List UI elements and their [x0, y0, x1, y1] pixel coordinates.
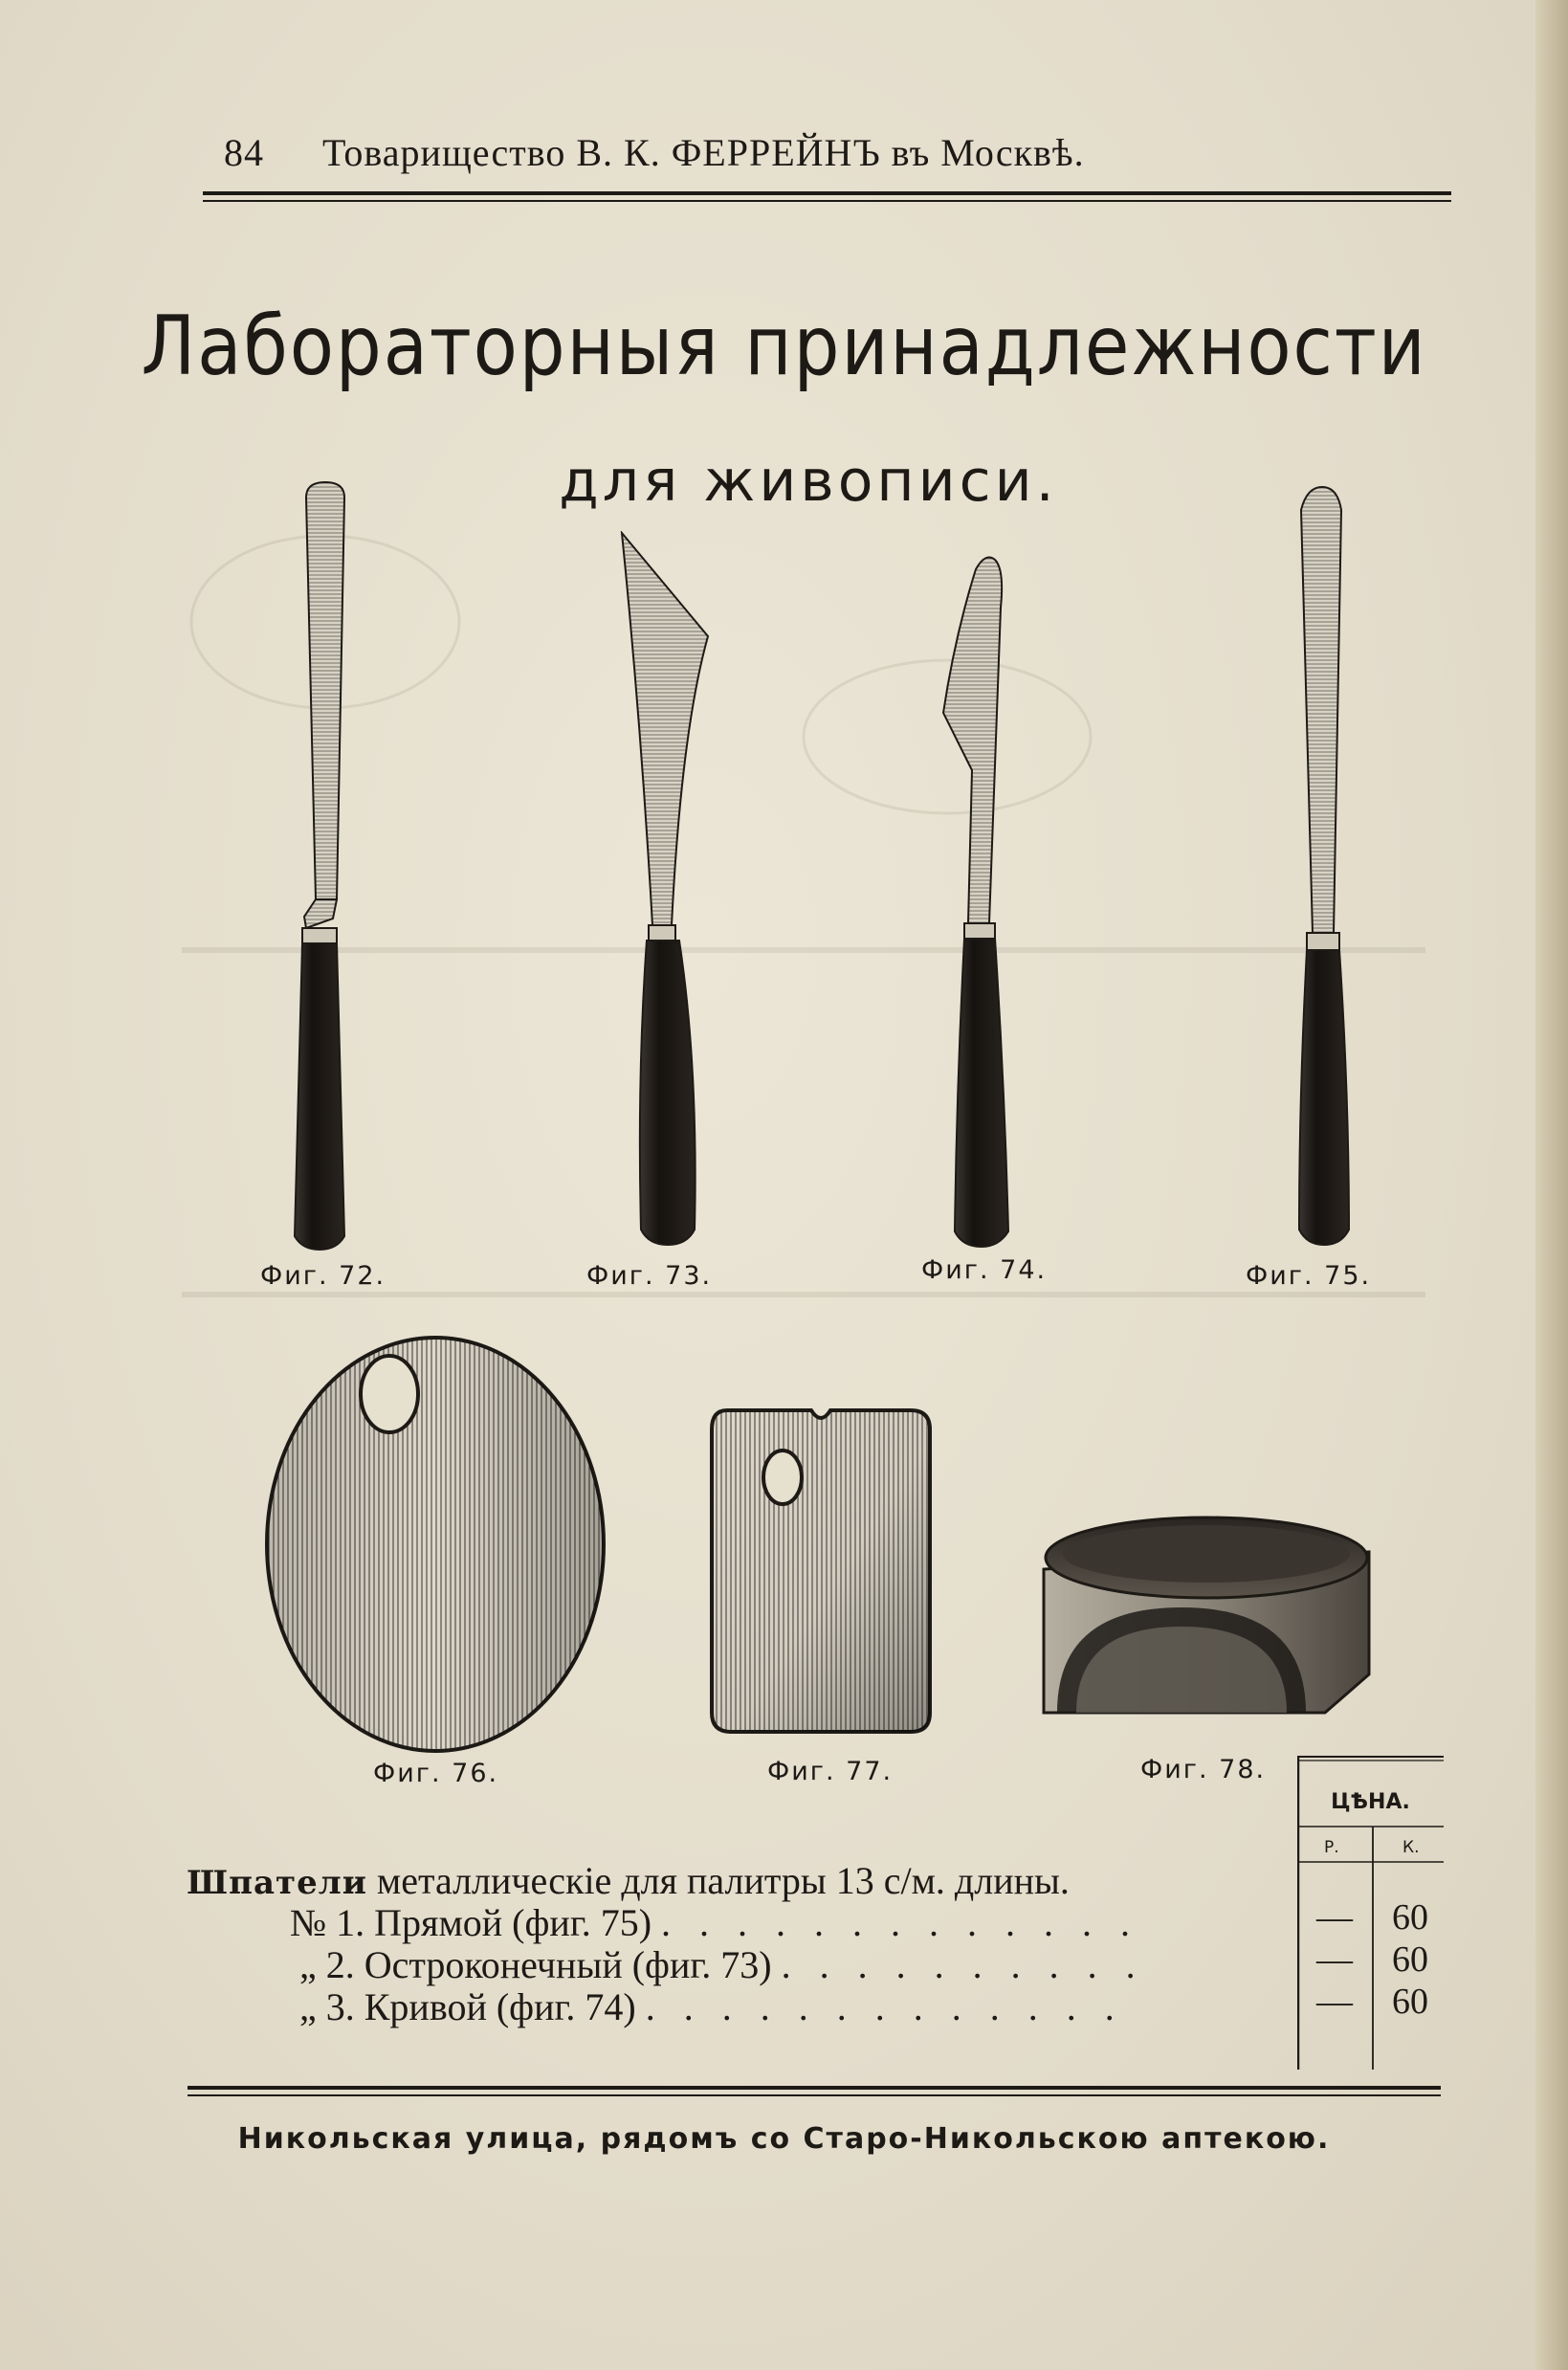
figure-caption-75: Фиг. 75.: [1246, 1261, 1372, 1291]
footer-rule-thick: [188, 2086, 1441, 2090]
palette-knife-offset-icon: [277, 478, 373, 1253]
item-label: „ 2. Остроконечный (фиг. 73): [299, 1943, 772, 1986]
price-rubles: —: [1316, 1939, 1353, 1980]
footer-address: Никольская улица, рядомъ со Старо-Никольскою аптекою.: [237, 2122, 1331, 2156]
page-number: 84: [224, 131, 264, 174]
product-heading: [187, 1860, 1070, 1904]
price-rubles: —: [1316, 1897, 1353, 1938]
palette-cup-icon: [1038, 1512, 1373, 1732]
price-header: ЦѢНА.: [1331, 1790, 1410, 1814]
page-subtitle: для живописи.: [559, 448, 1058, 515]
item-label: № 1. Прямой (фиг. 75): [290, 1901, 652, 1944]
figure-caption-72: Фиг. 72.: [260, 1261, 386, 1291]
figure-caption-78: Фиг. 78.: [1140, 1755, 1267, 1784]
price-kopecks: 60: [1392, 1939, 1428, 1980]
page-title: Лабораторныя принадлежности: [141, 299, 1427, 394]
palette-knife-pointed-icon: [612, 531, 727, 1258]
running-title: Товарищество В. К. ФЕРРЕЙНЪ въ Москвѣ.: [322, 131, 1085, 174]
list-item: [299, 1986, 1124, 2028]
figure-caption-74: Фиг. 74.: [921, 1255, 1048, 1285]
palette-knife-straight-icon: [1272, 483, 1368, 1249]
header-rule-thick: [203, 191, 1451, 195]
footer-rule-thin: [188, 2094, 1441, 2096]
rectangular-palette-icon: [706, 1405, 936, 1739]
header-rule-thin: [203, 200, 1451, 202]
leader-dots: . . . . . . . . . . . . .: [661, 1901, 1140, 1944]
price-col-rubles: Р.: [1324, 1838, 1339, 1857]
list-item: [299, 1944, 1145, 1986]
item-label: „ 3. Кривой (фиг. 74): [299, 1985, 636, 2028]
product-name: Шпатели: [187, 1864, 367, 1902]
figure-caption-73: Фиг. 73.: [586, 1261, 713, 1291]
price-rubles: —: [1316, 1982, 1353, 2022]
figure-caption-77: Фиг. 77.: [767, 1757, 894, 1786]
price-col-kopecks: К.: [1402, 1838, 1420, 1857]
leader-dots: . . . . . . . . . .: [781, 1943, 1145, 1986]
leader-dots: . . . . . . . . . . . . .: [645, 1985, 1124, 2028]
product-description: металлическіе для палитры 13 с/м. длины.: [376, 1859, 1070, 1902]
palette-knife-bent-icon: [928, 550, 1033, 1253]
oval-palette-icon: [263, 1332, 607, 1753]
price-kopecks: 60: [1392, 1982, 1428, 2022]
price-kopecks: 60: [1392, 1897, 1428, 1938]
list-item: [290, 1902, 1139, 1944]
figure-caption-76: Фиг. 76.: [373, 1759, 499, 1788]
page-edge: [1535, 0, 1568, 2370]
